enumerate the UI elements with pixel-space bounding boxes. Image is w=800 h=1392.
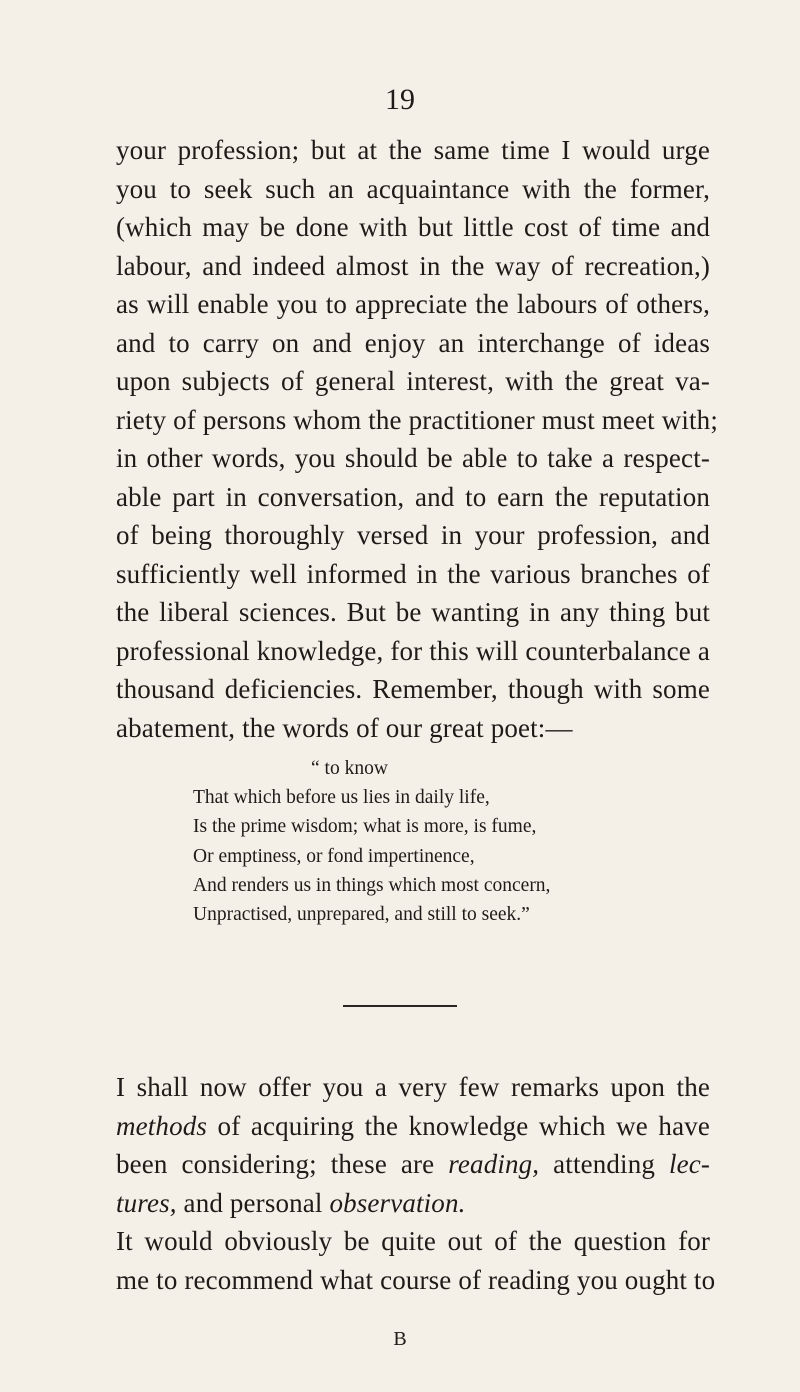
- text-line: It would obviously be quite out of the question for: [116, 1226, 710, 1256]
- text-line: riety of persons whom the practitioner must meet with;: [116, 404, 718, 435]
- paragraph-2: [116, 1068, 710, 1222]
- emphasis-lectures-part-1: lec-: [668, 1149, 710, 1179]
- paragraph-1: [116, 131, 718, 747]
- emphasis-methods: methods: [116, 1110, 208, 1141]
- text-line: of being thoroughly versed in your profession, and: [116, 520, 710, 550]
- verse-line: Unpractised, unprepared, and still to seek.”: [193, 904, 530, 926]
- text-line: professional knowledge, for this will counterbalance a: [116, 635, 710, 666]
- verse-quotation: [193, 754, 550, 929]
- text-span: and personal: [176, 1187, 330, 1218]
- text-line: [116, 1068, 710, 1107]
- text-line: me to recommend what course of reading you ought to: [116, 1264, 716, 1295]
- text-line: in other words, you should be able to take a respect-: [116, 443, 710, 473]
- text-span: attending: [539, 1149, 669, 1179]
- text-line: abatement, the words of our great poet:—: [116, 712, 573, 743]
- text-line: as will enable you to appreciate the labours of others,: [116, 289, 710, 319]
- text-line: you to seek such an acquaintance with the former,: [116, 173, 710, 204]
- text-line: the liberal sciences. But be wanting in any thing but: [116, 597, 710, 627]
- text-line: labour, and indeed almost in the way of recreation,): [116, 250, 710, 281]
- text-line: upon subjects of general interest, with the great va-: [116, 366, 710, 396]
- verse-line: That which before us lies in daily life,: [193, 787, 490, 809]
- paragraph-3: [116, 1222, 716, 1299]
- emphasis-observation: observation.: [329, 1187, 466, 1218]
- page-number: 19: [385, 83, 415, 116]
- text-line: (which may be done with but little cost of time and: [116, 212, 710, 242]
- section-divider: [343, 1005, 457, 1007]
- text-line: [116, 1145, 710, 1184]
- text-line: sufficiently well informed in the various branches of: [116, 558, 710, 589]
- text-line: thousand deficiencies. Remember, though with some: [116, 674, 710, 704]
- text-line: and to carry on and enjoy an interchange of ideas: [116, 327, 710, 358]
- emphasis-lectures-part-2: tures,: [116, 1187, 177, 1218]
- verse-line: Or emptiness, or fond impertinence,: [193, 845, 475, 867]
- text-line: able part in conversation, and to earn the reputation: [116, 481, 710, 512]
- text-line: your profession; but at the same time I would urge: [116, 135, 710, 165]
- text-line: [116, 1107, 710, 1146]
- verse-line: “ to know: [311, 758, 388, 779]
- signature-mark: B: [393, 1328, 407, 1350]
- verse-line: And renders us in things which most concern,: [193, 874, 551, 896]
- text-span: I shall now offer you a very few remarks upon the: [116, 1072, 710, 1102]
- text-span: been considering; these are: [116, 1149, 449, 1179]
- text-span: of acquiring the knowledge which we have: [207, 1110, 710, 1141]
- verse-line: Is the prime wisdom; what is more, is fume,: [193, 816, 537, 838]
- emphasis-reading: reading,: [448, 1149, 540, 1179]
- text-line: [116, 1184, 710, 1223]
